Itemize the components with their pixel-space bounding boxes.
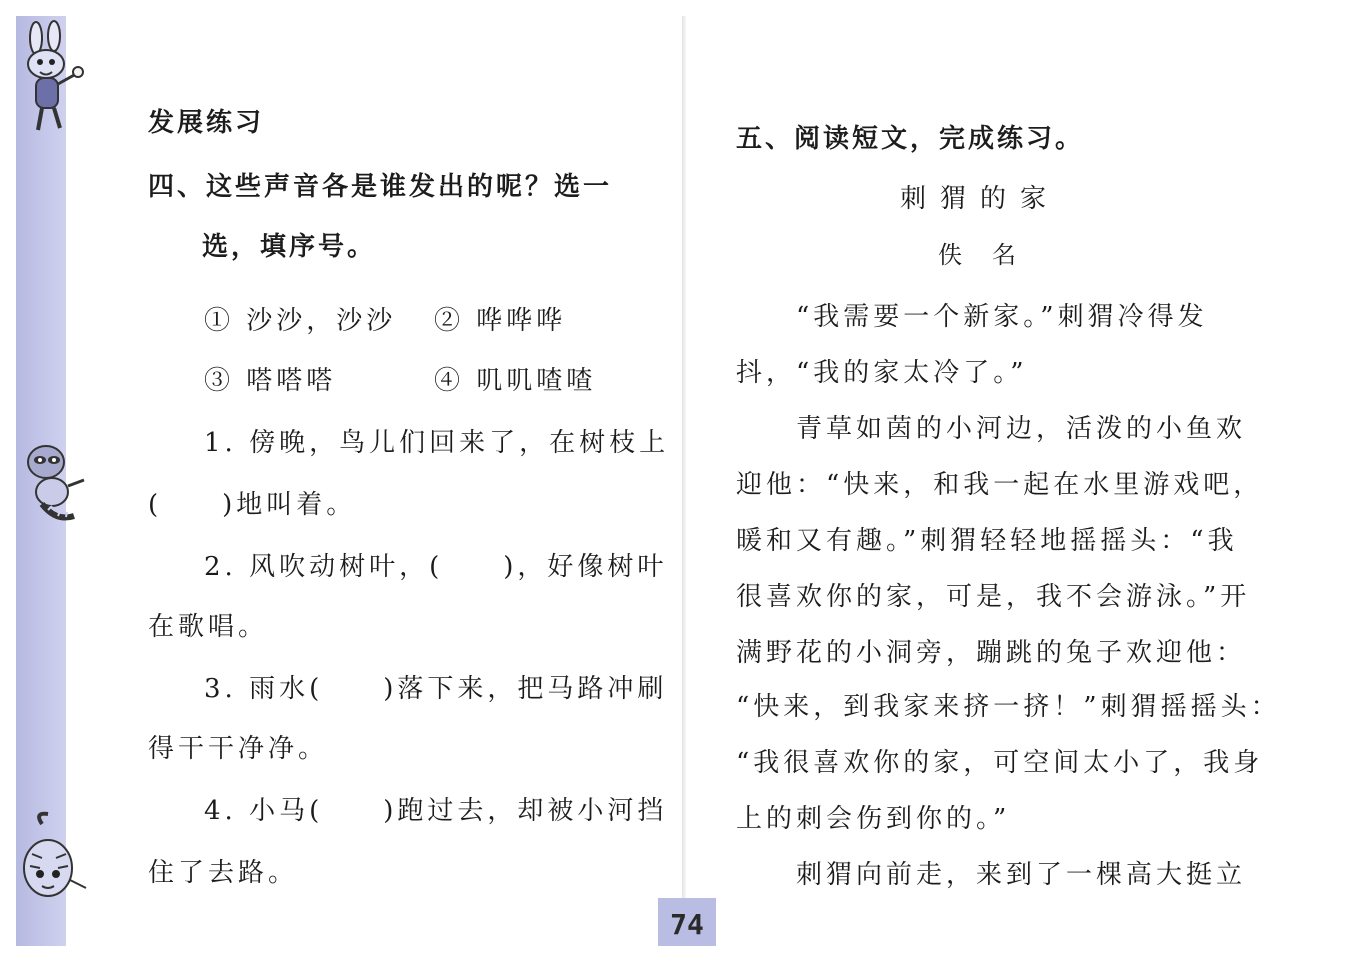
section-heading: 发展练习 [148,108,265,138]
raccoon-cartoon-icon [12,436,92,526]
option-4: ④ 叽叽喳喳 [434,366,597,396]
story-line-9: “我很喜欢你的家，可空间太小了，我身 [736,748,1264,778]
item-1-line-1: 1. 傍晚，鸟儿们回来了，在树枝上 [204,428,670,458]
page-number: 74 [670,908,704,941]
option-2: ② 哗哗哗 [434,306,567,336]
story-line-5: 暖和又有趣。”刺猬轻轻地摇摇头：“我 [736,526,1238,556]
item-2-line-2: 在歌唱。 [148,612,269,642]
story-title: 刺猬的家 [900,184,1061,214]
story-line-3: 青草如茵的小河边，活泼的小鱼欢 [796,414,1247,444]
story-line-1: “我需要一个新家。”刺猬冷得发 [796,302,1208,332]
story-line-4: 迎他：“快来，和我一起在水里游戏吧， [736,470,1264,500]
item-1-line-2: ( )地叫着。 [148,490,357,520]
option-3: ③ 嗒嗒嗒 [204,366,337,396]
item-3-line-1: 3. 雨水( )落下来，把马路冲刷 [204,674,668,704]
item-2-line-1: 2. 风吹动树叶，( )，好像树叶 [204,552,668,582]
story-line-8: “快来，到我家来挤一挤！”刺猬摇摇头： [736,692,1281,722]
book-gutter [682,16,686,946]
story-author: 佚名 [938,241,1046,269]
story-line-2: 抖，“我的家太冷了。” [736,358,1028,388]
question-4-line-1: 四、这些声音各是谁发出的呢？选一 [148,172,613,202]
item-3-line-2: 得干干净净。 [148,734,329,764]
section-five-heading: 五、阅读短文，完成练习。 [736,124,1085,154]
tiger-cartoon-icon [12,810,92,906]
page-number-badge [658,898,716,946]
story-line-7: 满野花的小洞旁，蹦跳的兔子欢迎他： [736,638,1247,668]
story-line-11: 刺猬向前走，来到了一棵高大挺立 [796,860,1247,890]
question-4-line-2: 选，填序号。 [202,232,377,262]
story-line-10: 上的刺会伤到你的。” [736,804,1011,834]
item-4-line-1: 4. 小马( )跑过去，却被小河挡 [204,796,668,826]
story-line-6: 很喜欢你的家，可是，我不会游泳。”开 [736,582,1251,612]
item-4-line-2: 住了去路。 [148,858,299,888]
option-1: ① 沙沙，沙沙 [204,306,397,336]
rabbit-cartoon-icon [14,20,90,136]
